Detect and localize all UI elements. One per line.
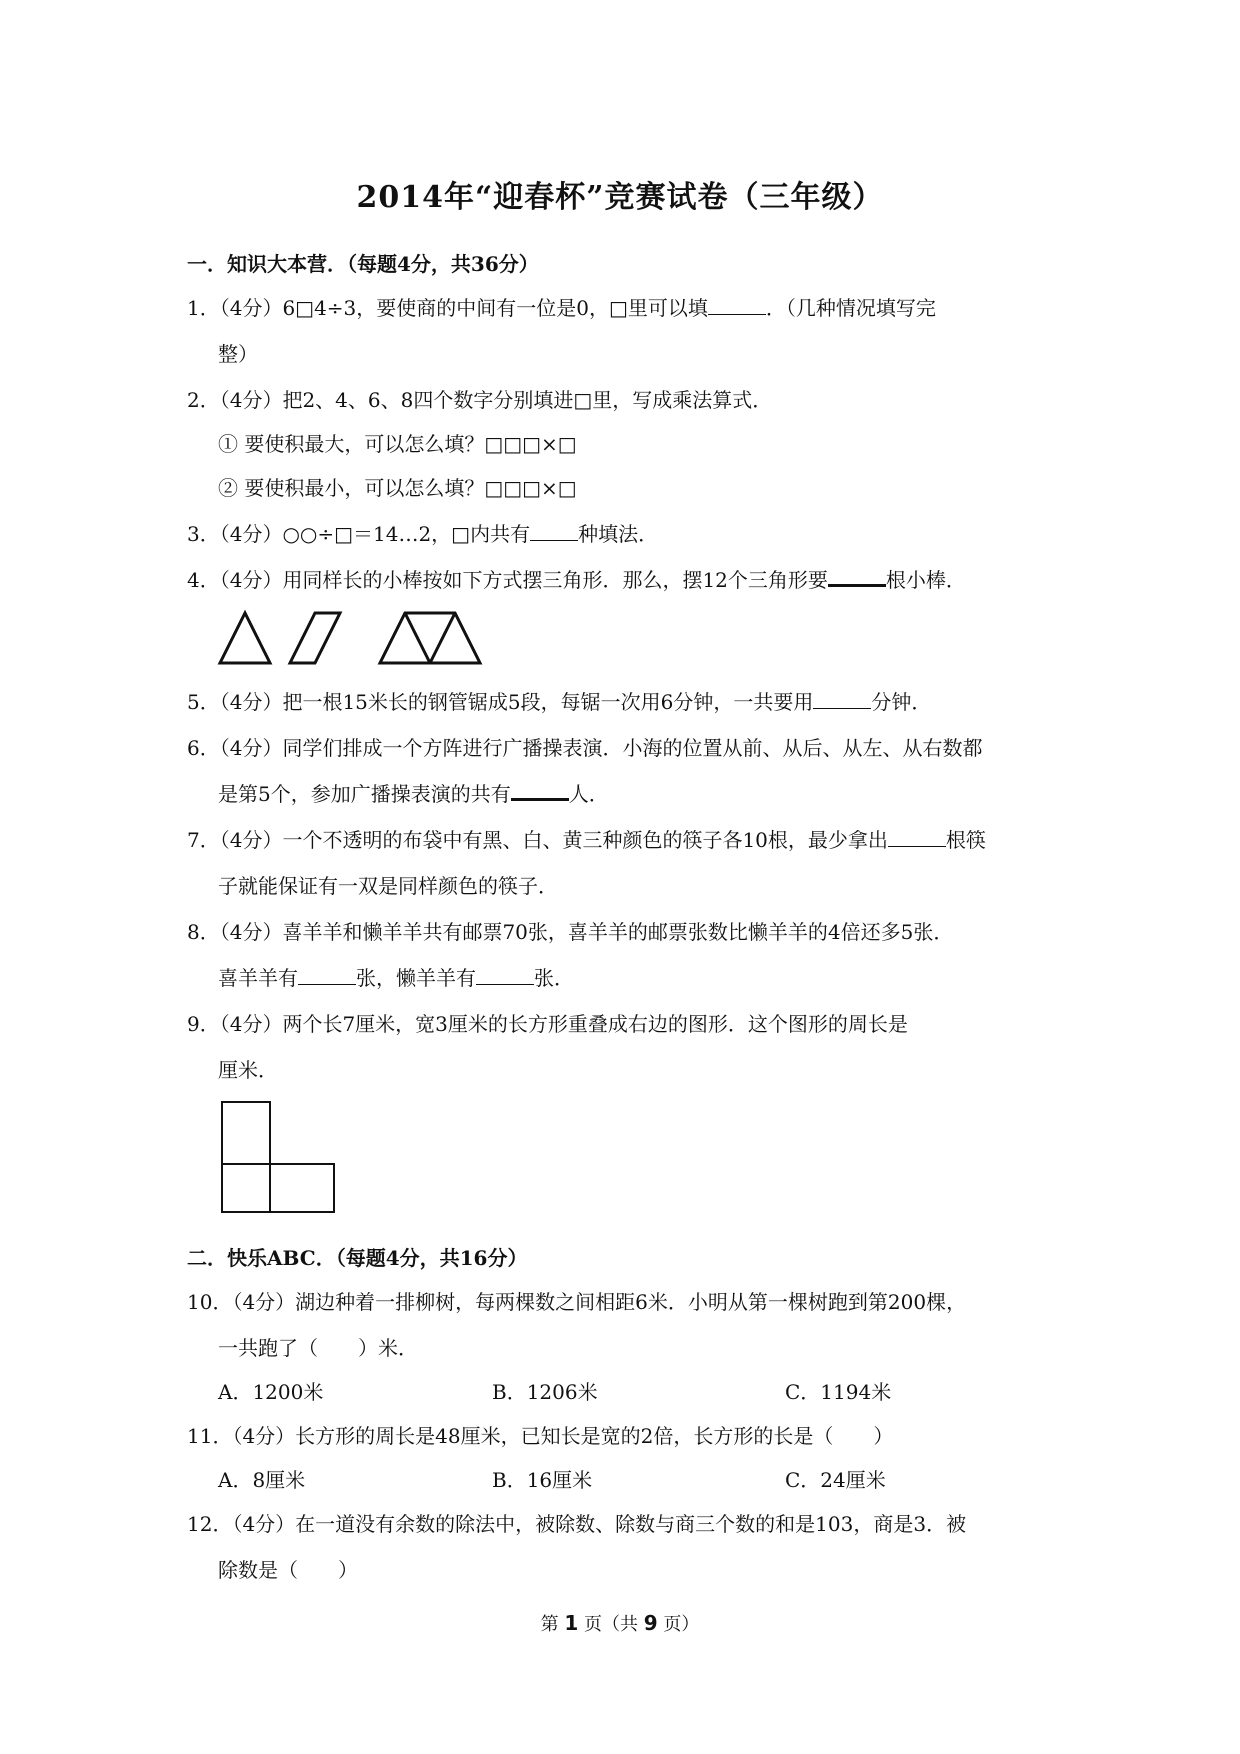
- section-2-heading: 二．快乐ABC．（每题4分，共16分）: [187, 1246, 528, 1270]
- answer-blank: [888, 828, 946, 847]
- question-3-text: 3．（4分）○○÷□＝14…2，□内共有: [187, 522, 531, 546]
- question-6-cont-suffix: 人．: [568, 782, 609, 806]
- section-1-heading: 一．知识大本营．（每题4分，共36分）: [187, 252, 539, 276]
- question-3: [187, 518, 658, 547]
- answer-blank: [813, 690, 871, 709]
- option-a: A．1200米: [218, 1380, 324, 1404]
- question-6-cont-text: 是第5个，参加广播操表演的共有: [218, 782, 511, 806]
- question-12-continuation: 除数是（ ）: [218, 1558, 358, 1582]
- question-6: 6．（4分）同学们排成一个方阵进行广播操表演．小海的位置从前、从后、从左、从右数都: [187, 736, 983, 760]
- question-8: 8．（4分）喜羊羊和懒羊羊共有邮票70张，喜羊羊的邮票张数比懒羊羊的4倍还多5张．: [187, 920, 954, 944]
- two-triangle-shape: [290, 613, 340, 663]
- option-a: A．8厘米: [218, 1468, 306, 1492]
- question-5-text: 5．（4分）把一根15米长的钢管锯成5段，每锯一次用6分钟，一共要用: [187, 690, 814, 714]
- question-10: 10．（4分）湖边种着一排柳树，每两棵数之间相距6米．小明从第一棵树跑到第200棵，: [187, 1290, 967, 1314]
- question-1-suffix: ．（几种情况填写完: [765, 296, 936, 320]
- triangle-shape: [220, 613, 270, 663]
- footer-mid: 页（共: [584, 1614, 638, 1635]
- question-1: [187, 292, 936, 321]
- question-9: 9．（4分）两个长7厘米，宽3厘米的长方形重叠成右边的图形．这个图形的周长是: [187, 1012, 908, 1036]
- question-9-continuation: 厘米．: [218, 1058, 278, 1082]
- vertical-rectangle: [222, 1102, 270, 1212]
- answer-blank: [476, 966, 534, 985]
- question-3-suffix: 种填法．: [578, 522, 659, 546]
- question-8-cont-c: 张．: [534, 966, 574, 990]
- horizontal-rectangle: [222, 1164, 334, 1212]
- answer-blank: [511, 780, 569, 801]
- question-1-text: 1．（4分）6□4÷3，要使商的中间有一位是0，□里可以填: [187, 296, 708, 320]
- option-c: C．24厘米: [785, 1468, 886, 1492]
- question-8-cont-a: 喜羊羊有: [218, 966, 298, 990]
- question-7: [187, 824, 986, 853]
- question-6-continuation: [218, 778, 609, 807]
- question-10-continuation: 一共跑了（ ）米．: [218, 1336, 418, 1360]
- answer-blank: [298, 966, 356, 985]
- triangle-edge: [405, 613, 430, 663]
- current-page-number: 1: [564, 1611, 579, 1635]
- footer-post: 页）: [663, 1614, 700, 1635]
- question-4-suffix: 根小棒．: [885, 568, 966, 592]
- triangle-edge: [430, 613, 455, 663]
- question-4: [187, 564, 966, 593]
- question-2-sub-2: ② 要使积最小，可以怎么填？□□□×□: [218, 476, 577, 500]
- triangle-figure: [215, 605, 490, 667]
- option-c: C．1194米: [785, 1380, 892, 1404]
- question-1-continuation: 整）: [218, 342, 258, 366]
- footer-pre: 第: [540, 1614, 559, 1635]
- question-8-continuation: [218, 962, 574, 991]
- question-5-suffix: 分钟．: [871, 690, 932, 714]
- question-2: 2．（4分）把2、4、6、8四个数字分别填进□里，写成乘法算式．: [187, 388, 773, 412]
- answer-blank: [708, 296, 766, 315]
- answer-blank: [828, 566, 886, 587]
- three-triangle-shape: [380, 613, 480, 663]
- question-2-sub-1: ① 要使积最大，可以怎么填？□□□×□: [218, 432, 577, 456]
- question-7-suffix: 根筷: [945, 828, 986, 852]
- question-7-text: 7．（4分）一个不透明的布袋中有黑、白、黄三种颜色的筷子各10根，最少拿出: [187, 828, 888, 852]
- rectangle-figure: [218, 1098, 338, 1216]
- page-title: 2014年“迎春杯”竞赛试卷（三年级）: [356, 180, 884, 215]
- option-b: B．1206米: [492, 1380, 598, 1404]
- answer-blank: [530, 522, 578, 541]
- option-b: B．16厘米: [492, 1468, 593, 1492]
- total-page-number: 9: [643, 1611, 658, 1635]
- question-7-continuation: 子就能保证有一双是同样颜色的筷子．: [218, 874, 558, 898]
- question-12: 12．（4分）在一道没有余数的除法中，被除数、除数与商三个数的和是103，商是3．被: [187, 1512, 967, 1536]
- question-4-text: 4．（4分）用同样长的小棒按如下方式摆三角形．那么，摆12个三角形要: [187, 568, 828, 592]
- question-8-cont-b: 张，懒羊羊有: [356, 966, 476, 990]
- question-11: 11．（4分）长方形的周长是48厘米，已知长是宽的2倍，长方形的长是（ ）: [187, 1424, 894, 1448]
- question-5: [187, 686, 931, 715]
- page-footer: [0, 1610, 1240, 1636]
